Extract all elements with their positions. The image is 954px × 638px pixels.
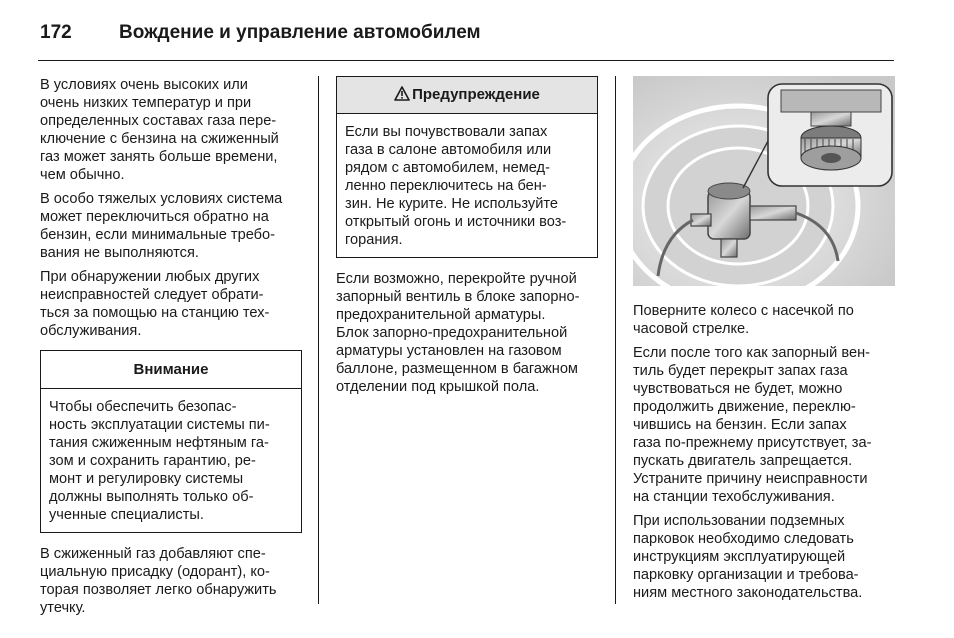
text-line: предохранительной арматуры.: [336, 307, 546, 323]
column-divider: [318, 76, 319, 604]
column-middle: [336, 76, 598, 402]
warning-box: [336, 76, 598, 258]
text-line: должны выполнять только об-: [49, 489, 254, 505]
text-line: арматуры установлен на газовом: [336, 343, 562, 359]
text-line: Если возможно, перекройте ручной: [336, 271, 577, 287]
text-line: газа в салоне автомобиля или: [345, 142, 552, 158]
text-line: баллоне, размещенном в багажном: [336, 361, 578, 377]
text-line: ниям местного законодательства.: [633, 585, 863, 601]
text-line: ученные специалисты.: [49, 507, 204, 523]
page-number: 172: [40, 22, 72, 43]
paragraph: [40, 76, 302, 184]
warning-header: [337, 77, 597, 114]
text-line: ключение с бензина на сжиженный: [40, 131, 279, 147]
warning-title: Предупреждение: [412, 86, 540, 103]
text-line: Чтобы обеспечить безопас-: [49, 399, 237, 415]
paragraph: [633, 512, 895, 602]
text-line: В условиях очень высоких или: [40, 77, 248, 93]
text-line: чившись на бензин. Если запах: [633, 417, 847, 433]
text-line: открытый огонь и источники воз-: [345, 214, 567, 230]
text-line: рядом с автомобилем, немед-: [345, 160, 550, 176]
text-line: часовой стрелке.: [633, 321, 750, 337]
notice-text: [41, 389, 301, 532]
text-line: В особо тяжелых условиях система: [40, 191, 283, 207]
text-line: Если после того как запорный вен-: [633, 345, 870, 361]
notice-box: [40, 350, 302, 533]
text-line: пускать двигатель запрещается.: [633, 453, 853, 469]
text-line: тиль будет перекрыт запах газа: [633, 363, 848, 379]
column-divider: [615, 76, 616, 604]
text-line: неисправностей следует обрати-: [40, 287, 264, 303]
text-line: ность эксплуатации системы пи-: [49, 417, 270, 433]
text-line: Поверните колесо с насечкой по: [633, 303, 854, 319]
text-line: обслуживания.: [40, 323, 142, 339]
text-line: газ может занять больше времени,: [40, 149, 278, 165]
paragraph: [40, 268, 302, 340]
valve-illustration-icon: [633, 76, 895, 286]
column-left: [40, 76, 302, 623]
text-line: запорный вентиль в блоке запорно-: [336, 289, 580, 305]
text-line: парковок необходимо следовать: [633, 531, 854, 547]
paragraph: [40, 545, 302, 617]
page-header: [38, 20, 894, 61]
text-line: парковку организации и требова-: [633, 567, 859, 583]
valve-illustration: [633, 76, 895, 286]
text-line: отделении под крышкой пола.: [336, 379, 540, 395]
text-line: Блок запорно-предохранительной: [336, 325, 568, 341]
text-line: горания.: [345, 232, 403, 248]
text-line: чем обычно.: [40, 167, 125, 183]
text-line: определенных составах газа пере-: [40, 113, 277, 129]
text-line: инструкциям эксплуатирующей: [633, 549, 846, 565]
warning-triangle-icon: [394, 86, 410, 101]
text-line: продолжить движение, переклю-: [633, 399, 856, 415]
text-line: тания сжиженным нефтяным га-: [49, 435, 269, 451]
text-line: зин. Не курите. Не используйте: [345, 196, 559, 212]
text-line: зом и сохранить гарантию, ре-: [49, 453, 256, 469]
text-line: чувствоваться не будет, можно: [633, 381, 843, 397]
text-line: ленно переключитесь на бен-: [345, 178, 547, 194]
text-line: монт и регулировку системы: [49, 471, 244, 487]
text-line: ться за помощью на станцию тех-: [40, 305, 270, 321]
text-line: Если вы почувствовали запах: [345, 124, 548, 140]
text-line: При использовании подземных: [633, 513, 845, 529]
notice-title: Внимание: [41, 351, 301, 389]
text-line: вания не выполняются.: [40, 245, 199, 261]
paragraph: [633, 344, 895, 506]
chapter-title: Вождение и управление автомобилем: [119, 22, 481, 43]
text-line: торая позволяет легко обнаружить: [40, 582, 277, 598]
column-right: [633, 76, 895, 608]
text-line: может переключиться обратно на: [40, 209, 269, 225]
text-line: бензин, если минимальные требо-: [40, 227, 275, 243]
text-line: При обнаружении любых других: [40, 269, 260, 285]
text-line: Устраните причину неисправности: [633, 471, 868, 487]
text-line: В сжиженный газ добавляют спе-: [40, 546, 266, 562]
text-line: газа по-прежнему присутствует, за-: [633, 435, 872, 451]
paragraph: [336, 270, 598, 396]
text-line: циальную присадку (одорант), ко-: [40, 564, 270, 580]
text-line: утечку.: [40, 600, 86, 616]
paragraph: [633, 302, 895, 338]
paragraph: [40, 190, 302, 262]
text-line: очень низких температур и при: [40, 95, 252, 111]
text-line: на станции техобслуживания.: [633, 489, 835, 505]
warning-text: [337, 114, 597, 257]
